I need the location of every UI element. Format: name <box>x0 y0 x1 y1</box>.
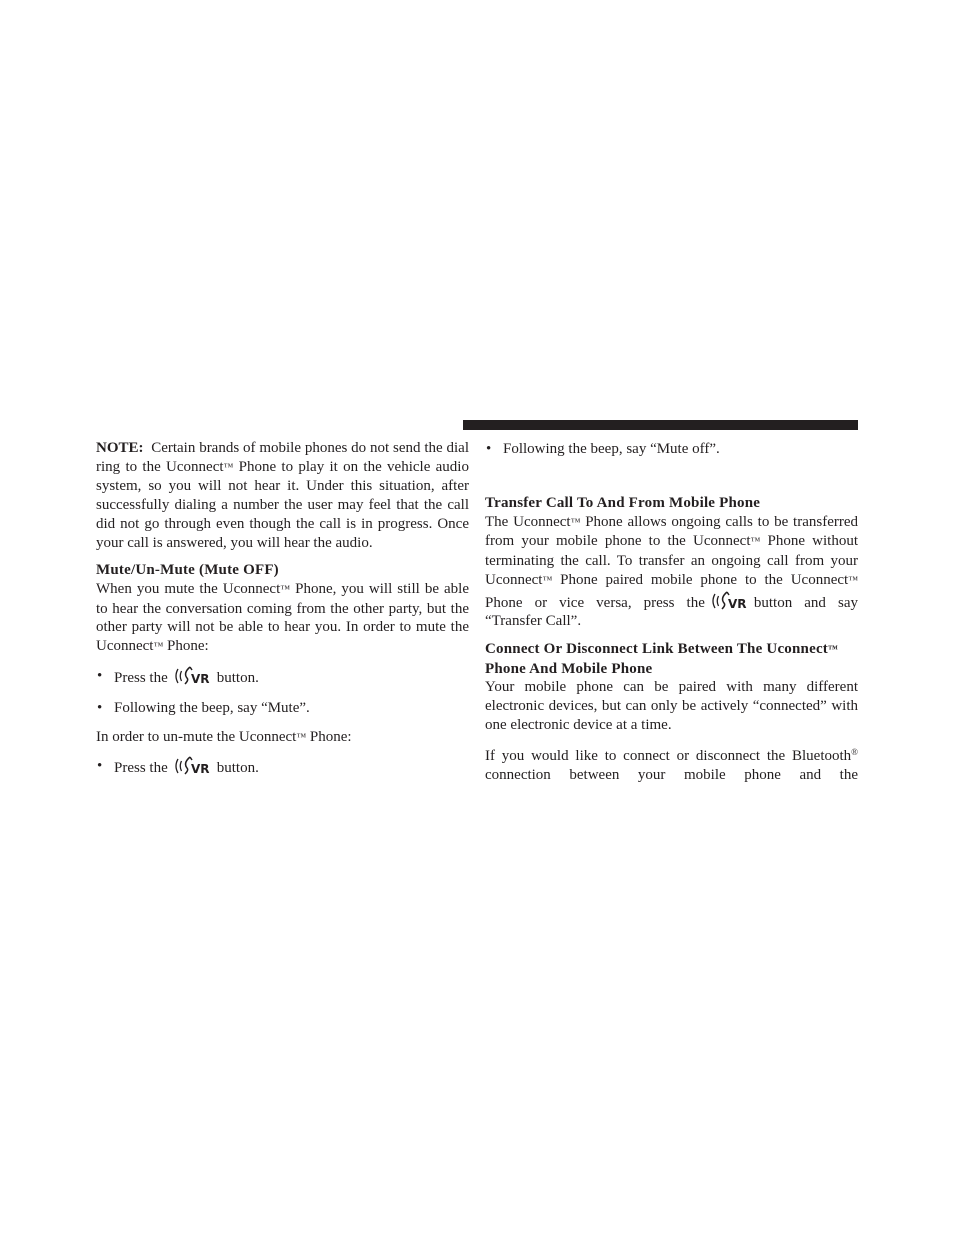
list-item <box>485 439 858 460</box>
note-paragraph <box>96 439 469 552</box>
unmute-intro: In order to un-mute the Uconnect™ Phone: <box>96 728 352 745</box>
mute-intro: When you mute the Uconnect™ Phone, you will still be able to hear the conversation coming from the other party, but the other party will not be able to hear you. In order to mute the Uconnect™ Phone: <box>96 580 470 655</box>
voice-recognition-icon <box>174 756 212 776</box>
mute-heading: Mute/Un-Mute (Mute OFF) <box>96 562 279 579</box>
mute-steps <box>96 666 469 719</box>
bluetooth-paragraph: If you would like to connect or disconnect the Bluetooth® connection between your mobile phone and the <box>485 747 858 784</box>
list-item <box>96 698 469 719</box>
mute-step1-before: Press the <box>114 669 168 686</box>
right-column <box>485 439 858 785</box>
mute-step2: Following the beep, say “Mute”. <box>114 699 310 716</box>
vr-text: VR <box>190 762 210 777</box>
unmute-step1-before: Press the <box>114 760 168 777</box>
connect-heading: Connect Or Disconnect Link Between The Uconnect™ Phone And Mobile Phone <box>485 640 839 677</box>
vr-text: VR <box>727 596 747 611</box>
transfer-text-before: The Uconnect™ Phone allows ongoing calls to be transferred from your mobile phone to the Uconnect™ Phone without terminating the call. To transfer an ongoing call from your Uconnect™ Phone paired mobile phone to the Uconnect™ Phone or vice versa, press the <box>485 513 859 611</box>
voice-recognition-icon <box>174 666 212 686</box>
vr-text: VR <box>190 671 210 686</box>
mute-step1-after: button. <box>216 669 259 686</box>
transfer-paragraph <box>485 513 858 631</box>
list-item <box>96 756 469 779</box>
voice-recognition-icon <box>711 591 749 611</box>
unmute-steps <box>96 756 469 779</box>
note-text: Certain brands of mobile phones do not send the dial ring to the Uconnect™ Phone to play it on the vehicle audio system, so you will not hear it. Under this situation, after successfully dialing a number the user may feel that the call did not go through even though the call is in progress. Once your call is answered, you will hear the audio. <box>96 440 470 551</box>
note-label: NOTE: <box>96 440 144 456</box>
unmute-step2: Following the beep, say “Mute off”. <box>503 441 720 457</box>
unmute-step1-after: button. <box>216 760 259 777</box>
left-column <box>96 439 469 779</box>
connect-paragraph: Your mobile phone can be paired with many different electronic devices, but can only be actively “connected” with one electronic device at a time. <box>485 679 858 733</box>
transfer-heading: Transfer Call To And From Mobile Phone <box>485 495 761 511</box>
list-item <box>96 666 469 689</box>
header-rule <box>463 420 858 430</box>
transfer-text-after: button and say “Transfer Call”. <box>485 594 858 630</box>
unmute-steps-continued <box>485 439 858 460</box>
